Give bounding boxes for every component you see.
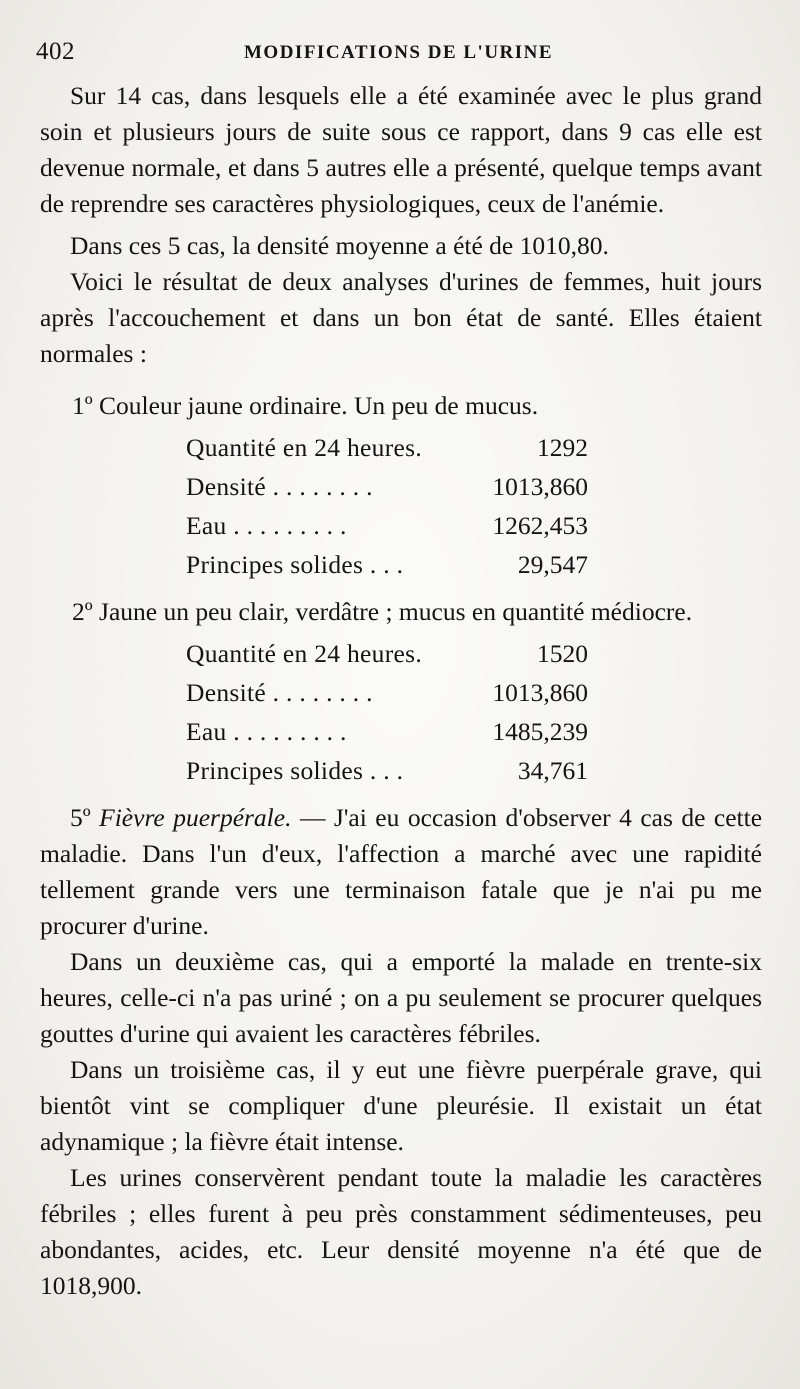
row-label: Densité . . . . . . . . xyxy=(186,677,373,707)
analysis-1-heading: 1º Couleur jaune ordinaire. Un peu de mucus. xyxy=(72,391,539,420)
running-title: MODIFICATIONS DE L'URINE xyxy=(244,42,554,63)
row-value: 1520 xyxy=(537,638,588,668)
table-row xyxy=(186,506,588,545)
paragraph-urine-character: Les urines conservèrent pendant toute la maladie les caractères fébriles ; elles furent à peu près constamment sédimenteuses, peu abondantes, acides, etc. Leur densité moyenne n'a été que de 1018,900. xyxy=(40,1163,762,1300)
analysis-2-table xyxy=(186,634,588,790)
table-row xyxy=(186,673,588,712)
body-text xyxy=(40,78,762,1304)
section-5-title: Fièvre puerpérale. xyxy=(99,803,292,832)
row-value: 1262,453 xyxy=(492,510,588,540)
table-row xyxy=(186,428,588,467)
row-value: 29,547 xyxy=(517,549,588,579)
row-label: Quantité en 24 heures. xyxy=(186,638,423,668)
section-5-number: 5º xyxy=(70,803,91,832)
analysis-1-table xyxy=(186,428,588,584)
row-label: Quantité en 24 heures. xyxy=(186,432,423,462)
row-label: Principes solides . . . xyxy=(186,549,404,579)
row-label: Principes solides . . . xyxy=(186,755,404,785)
row-value: 1485,239 xyxy=(492,716,588,746)
row-value: 34,761 xyxy=(517,755,588,785)
row-label: Densité . . . . . . . . xyxy=(186,471,373,501)
page-header xyxy=(36,38,760,68)
table-row xyxy=(186,751,588,790)
paragraph-anemia-cases: Sur 14 cas, dans lesquels elle a été examinée avec le plus grand soin et plusieurs jours de suite sous ce rapport, dans 9 cas elle est devenue normale, et dans 5 autres elle a présenté, quelque temps avant de reprendre ses caractères physiologiques, ceux de l'anémie. xyxy=(40,81,762,218)
row-label: Eau . . . . . . . . . xyxy=(186,716,347,746)
row-label: Eau . . . . . . . . . xyxy=(186,510,347,540)
table-row xyxy=(186,467,588,506)
table-row xyxy=(186,634,588,673)
section-5-text: — J'ai eu occasion d'observer 4 cas de cette maladie. Dans l'un d'eux, l'affection a marché avec une rapidité tellement grande vers une terminaison fatale que je n'ai pu me procurer d'urine. xyxy=(40,803,763,940)
paragraph-analyses-intro: Voici le résultat de deux analyses d'urines de femmes, huit jours après l'accouchement et dans un bon état de santé. Elles étaient normales : xyxy=(40,267,762,368)
analysis-1 xyxy=(40,388,762,584)
table-row xyxy=(186,545,588,584)
row-value: 1013,860 xyxy=(492,677,588,707)
paragraph-mean-density: Dans ces 5 cas, la densité moyenne a été de 1010,80. xyxy=(70,231,609,260)
row-value: 1292 xyxy=(537,432,588,462)
paragraph-second-case: Dans un deuxième cas, qui a emporté la malade en trente-six heures, celle-ci n'a pas uriné ; on a pu seulement se procurer quelques gouttes d'urine qui avaient les caractères fébriles. xyxy=(40,947,762,1048)
paragraph-third-case: Dans un troisième cas, il y eut une fièvre puerpérale grave, qui bientôt vint se compliquer d'une pleurésie. Il existait un état adynamique ; la fièvre était intense. xyxy=(40,1055,762,1156)
table-row xyxy=(186,712,588,751)
page-number: 402 xyxy=(36,38,75,65)
section-5-paragraph xyxy=(40,800,762,944)
row-value: 1013,860 xyxy=(492,471,588,501)
analysis-2-heading: 2º Jaune un peu clair, verdâtre ; mucus en quantité médiocre. xyxy=(72,597,693,626)
analysis-2 xyxy=(40,594,762,790)
